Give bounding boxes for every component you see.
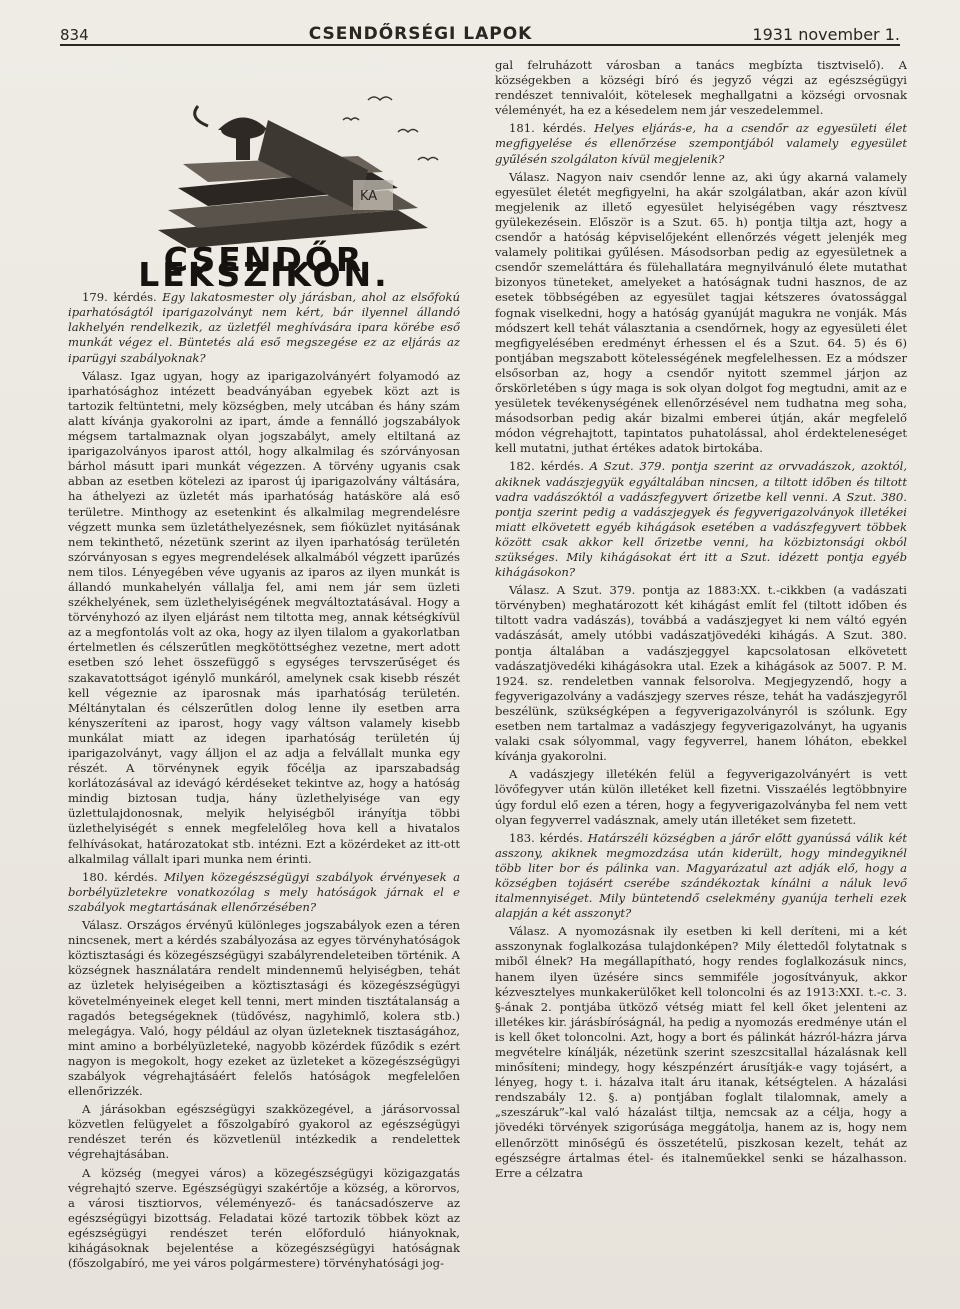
question-paragraph [495,459,907,580]
question-number: 183. kérdés. [509,830,588,845]
answer-paragraph: Válasz. A nyomozásnak ily esetben ki kell deríteni, mi a két asszonynak foglalkozása tulajdonképen? Mily élettedől folytatnak s miből élnek? Ha megállapítható, hogy rendes foglalkozásuk nincs, hanem ilyen üzésére sincs semmiféle jogosítványuk, akkor kézvesztelyes munkakerülőket kell toloncolni és az 1913:XXI. t.-c. 3. §-ának 2. pontjába ütköző vétség miatt fel kell őket jelenteni az illetékes kir. járásbíróságnál, ha pedig a nyomozás eredménye után el is kell őket toloncolni. Azt, hogy a bort és pálinkát házról-házra járva megvételre kínálják, nézetünk szerint szeszcsitallal házalásnak kell minősíteni; mindegy, hogy készpénzért árusítják-e vagy tojásért, a lényeg, hogy t. i. házalva italt áru itanak, kétségtelen. A házalási rendszabály 12. §. a) pontjában foglalt tilalomnak, amely a „szeszáruk”-kal való házalást tiltja, nemcsak az a célja, hogy a jövedéki törvények szigorúsága meggátolja, hanem az is, hogy nem ellenőrzött minőségű és összetételű, piszkosan kezelt, tehát az egészségre ártalmas étel- és italneműekkel senki se házalhasson. Erre a célzatra [495,924,907,1180]
question-number: 182. kérdés. [509,459,590,474]
question-paragraph [68,870,460,915]
question-paragraph [495,121,907,166]
question-text: Milyen közegészségügyi szabályok érvényesek a borbélyüzletekre vonatkozólag s mely hatóságok járnak el e szabályok megtartásának ellenőrzésében? [68,869,460,914]
question-paragraph [68,290,460,365]
answer-paragraph: Válasz. Nagyon naiv csendőr lenne az, aki úgy akarná valamely egyesület életét megfigyelni, ha akár szolgálatban, akár azon kívül megjelenik az illető egyesület helyiségében vagy résztvesz gyülekezésein. Először is a Szut. 65. h) pontja tiltja azt, hogy a csendőr a hatóság képviselőjeként ellenőrzés végett jelenjék meg valamely politikai gyűlésen. Másodsorban pedig az egyesületnek a csendőr szemeláttára és fülehallatára megnyilvánuló élete mutathat bizonyos tüneteket, amelyeket a hatóságnak tudni hasznos, de az esetek többségében az egyesület tagjai kétszeres óvatossággal fognak viselkedni, hogy a hatóság gyanúját magukra ne vonják. Más módszert kell tehát választania a csendőrnek, hogy az egyesületi élet megfigyelésében eredményt érhessen el és a Szut. 64. 5) és 6) pontjában megszabott kötelességének megfelelhessen. Ez a módszer elsősorban az, hogy a csendőr nyitott szemmel járjon az őrskörletében s úgy maga is sok olyan dolgot fog megtudni, amit az e yesületek tevékenységének ellenőrzésével nem tudhatna meg soha, másodsorban pedig akár bizalmi emberei útján, akár megfelelő módon végrehajtott, tapintatos puhatolással, ahol érdekteleneséget kell mutatni, juthat értékes adatok birtokába. [495,169,907,456]
lexicon-title: CSENDŐR LEKSZIKON. [138,240,390,295]
left-column-body [68,290,460,1271]
answer-paragraph: A község (megyei város) a közegészségügyi közigazgatás végrehajtó szerve. Egészségügyi szakértője a község, a körorvos, a városi tisztiorvos, véleményező- és tanácsadószerve az egészségügyi bizottság. Feladatai közé tartozik többek közt az egészségügyi rendészet terén előforduló hiányoknak, kihágásoknak bejelentése a közegészségügyi hatóságnak (főszolgabíró, me yei város polgármestere) törvényhatósági jog- [68,1165,460,1271]
book-label: KA [360,189,378,204]
question-number: 181. kérdés. [509,121,595,136]
question-text: A Szut. 379. pontja szerint az orvvadászok, azoktól, akiknek vadászjegyük egyáltalában nincsen, a tiltott időben és tiltott vadra vadászóktól a vadászfegyvert őrizetbe kell venni. A Szut. 380. pontja szerint pedig a vadászjegyek és fegyverigazolványok illetékei miatt elkövetett egyéb kihágások esetében a vadászfegyvert többek között csak akkor kell őrizetbe venni, ha közbiztonsági okból szükséges. Mily kihágásokat ért itt a Szut. idézett pontja egyéb kihágásokon? [495,459,907,580]
question-number: 179. kérdés. [82,290,163,305]
question-text: Helyes eljárás-e, ha a csendőr az egyesületi élet megfigyelése és ellenőrzése szempontjából valamely egyesület gyűlésén szolgálaton kívül megjelenik? [495,121,907,166]
answer-paragraph: A járásokban egészségügyi szakközegével, a járásorvossal közvetlen felügyelet a főszolgabíró gyakorol az egészségügyi rendészet terén és közvetlenül intézkedik a rendelettek végrehajtásában. [68,1102,460,1162]
question-paragraph [495,831,907,922]
question-text: Egy lakatosmester oly járásban, ahol az elsőfokú iparhatóságtól iparigazolványt nem kért, bár ilyennel állandó lakhelyén rendelkezik, az üzletfél meghívására ipara körébe eső munkát végez el. Büntetés alá eső megszegése ez az eljárás az iparügyi szabályoknak? [68,290,460,365]
books-lamp-illustration [68,60,460,248]
answer-paragraph: Válasz. Országos érvényű különleges jogszabályok ezen a téren nincsenek, mert a kérdés szabályozása az egyes törvényhatóságok köztisztasági és közegészségügyi szabályrendeleteiben történik. A községnek használatára rendelt mindennemű helyiségben, tehát az üzletek helyiségeiben a köztisztasági és közegészségügyi követelményeinek eleget kell tenni, mert minden tisztátalanság a ragadós betegségeknek (tüdővész, nagyhimlő, kolera stb.) melegágya. Való, hogy például az olyan üzleteknek tisztaságához, mint amino a borbélyüzleteké, nagyobb közérdek fűződik s ezért nagyon is megokolt, hogy ezeket az üzleteket a közegészségügyi szabályok végrehajtásáért felelős hatóságok megfelelően ellenőrizzék. [68,918,460,1099]
answer-paragraph: Válasz. A Szut. 379. pontja az 1883:XX. t.-cikkben (a vadászati törvényben) meghatározott két kihágást említ fel (tiltott időben és tiltott vadra vadászás), továbbá a vadászjegyet ki nem váltó egyén vadászását, amely utóbbi vadászatjövedéki kihágás. A Szut. 380. pontja általában a vadászjeggyel kapcsolatosan elkövetett vadászatjövedéki kihágásokra utal. Ezek a kihágások az 5007. P. M. 1924. sz. rendeletben vannak felsorolva. Megjegyzendő, hogy a fegyverigazolvány a vadászjegy szerves része, tehát ha vadászjegyről beszélünk, szükségképen a fegyverigazolványról is szólunk. Egy esetben nem tartalmaz a vadászjegy fegyverigazolványt, ha ugyanis valaki csak sólyommal, vagy fegyverrel, hanem lóháton, ebekkel kívánja gyakorolni. [495,583,907,764]
right-column [495,58,907,1299]
publication-title: CSENDŐRSÉGI LAPOK [308,24,533,44]
right-column-body [495,58,907,1181]
books-lamp-icon [68,60,460,248]
answer-paragraph: Válasz. Igaz ugyan, hogy az iparigazolványért folyamodó az iparhatósághoz intézett beadványában egyebek közt azt is tartozik feltüntetni, mely községben, mely utcában és hány szám alatt kívánja gyakorolni az ipart, ámde a fennálló jogszabályok mégsem tartalmaznak olyan jogszabályt, amely eltiltaná az iparigazolványos iparost attól, hogy alkalmilag és szórványosan bárhol másutt ipari munkát végezzen. A törvény ugyanis csak abban az esetben kötelezi az iparost új iparigazolvány váltására, ha áthelyezi az üzletét más iparhatóság hatásköre alá eső területre. Minthogy az esetenkint és alkalmilag megrendelésre végzett munka sem üzletáthelyezésnek, sem fióküzlet nyitásának nem tekinthető, nézetünk szerint az ilyen iparhatóság területén szórványosan s egyes megrendelések alkalmából végzett iparűzés nem tilos. Lényegében véve ugyanis az iparos az ilyen munkát is állandó munkahelyén vállalja fel, ami nem jár sem üzleti székhelyének, sem üzlethelyiségének megváltoztatásával. Hogy a törvényhozó az ilyen eljárást nem tiltotta meg, annak kétségkívül az a megfontolás volt az oka, hogy az ilyen tilalom a gyakorlatban értelmetlen és célszerűtlen megkötöttséghez vezetne, mert adott esetben szó lehet összefüggő s egységes tervszerűséget és szakavatottságot igénylő munkáról, amelynek csak kisebb részét kell végeznie az iparosnak más iparhatóság területén. Méltánytalan és célszerűtlen dolog lenne ily esetben arra kényszeríteni az iparost, hogy vagy váltson valamely kisebb munkálat miatt az idegen iparhatóság területén új iparigazolványt, vagy álljon el az adja a felvállalt munka egy részét. A törvénynek egyik főcélja az iparszabadság korlátozásával az idevágó kérdéseket tekintve az, hogy a hatóság mindig biztosan tudja, hány üzlethelyisége van egy üzlettulajdonosnak, melyik helyiségből irányítja többi üzlethelyiségét s ennek megfelelőleg hova kell a hivatalos felhívásokat, határozatokat stb. intézni. Ezt a közérdeket az itt-ott alkalmilag vállalt ipari munka nem érinti. [68,368,460,866]
left-column [68,60,460,1299]
question-text: Határszéli községben a járőr előtt gyanússá válik két asszony, akiknek megmozdzása után kiderült, hogy mindegyiknél több liter bor és pálinka van. Magyarázatul azt adják elő, hogy a községben tojásért cserébe szándékoztak kínálni a náluk levő italmennyiséget. Mily büntetendő cselekmény gyanúja terheli ezek alapján a két asszonyt? [495,830,907,921]
continued-paragraph: gal felruházott városban a tanács megbízta tisztviselő). A községekben a községi bíró és jegyző végzi az egészségügyi rendészet tennivalóit, kötelesek meghallgatni a községi orvosnak véleményét, ha ez a késedelem nem jár veszedelemmel. [495,58,907,118]
answer-paragraph: A vadászjegy illetékén felül a fegyverigazolványért is vett lövőfegyver után külön illetéket kell fizetni. Visszaélés legtöbbnyire úgy fordul elő ezen a téren, hogy a fegyverigazolványba fel nem vett olyan fegyverrel vadásznak, amely után illetéket sem fizetett. [495,767,907,827]
page-number: 834 [60,26,89,44]
question-number: 180. kérdés. [82,869,165,884]
page-header [60,18,900,46]
issue-date: 1931 november 1. [752,25,900,44]
